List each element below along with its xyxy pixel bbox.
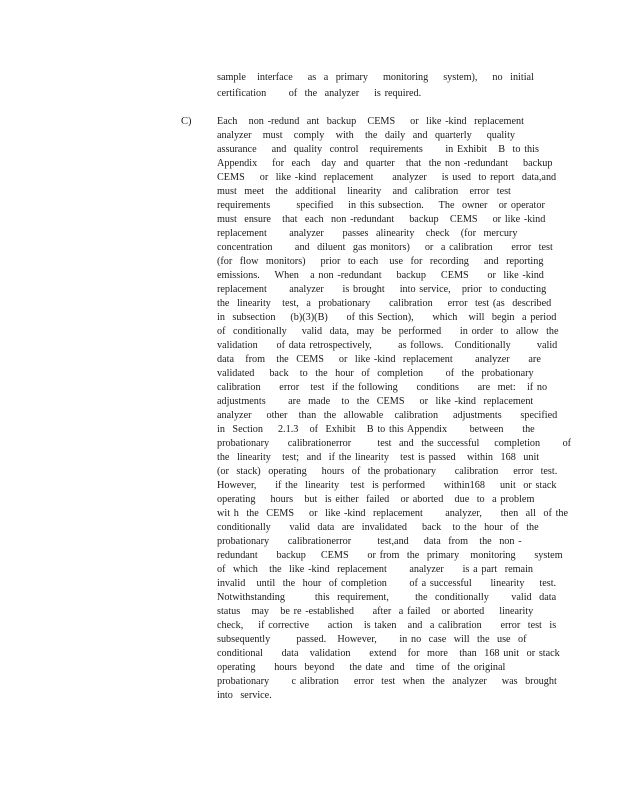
- paragraph-line: replacement analyzer passes alinearity check (for mercury: [217, 228, 518, 239]
- paragraph-line: the linearity test, a probationary calibration error test (as described: [217, 298, 552, 309]
- paragraph-line: replacement analyzer is brought into service, prior to conducting: [217, 284, 547, 295]
- paragraph-line: in subsection (b)(3)(B) of this Section), which will begin a period: [217, 312, 557, 323]
- paragraph-line: analyzer must comply with the daily and quarterly quality: [217, 130, 516, 141]
- paragraph-line: probationary calibrationerror test and the successful completion of: [217, 438, 572, 449]
- paragraph-line: redundant backup CEMS or from the primary monitoring system: [217, 550, 563, 561]
- paragraph-line: concentration and diluent gas monitors) or a calibration error test: [217, 242, 553, 253]
- paragraph-line: Appendix for each day and quarter that the non -redundant backup: [217, 158, 553, 169]
- paragraph-line: of which the like -kind replacement analyzer is a part remain: [217, 564, 533, 575]
- paragraph-line: assurance and quality control requirements in Exhibit B to this: [217, 144, 539, 155]
- paragraph-marker: C): [181, 116, 192, 127]
- paragraph-line: validation of data retrospectively, as follows. Conditionally valid: [217, 340, 558, 351]
- paragraph-line: calibration error test if the following conditions are met: if no: [217, 382, 548, 393]
- paragraph-line: probationary calibrationerror test,and data from the non -: [217, 536, 522, 547]
- paragraph-line: CEMS or like -kind replacement analyzer is used to report data,and: [217, 172, 557, 183]
- paragraph-line: must meet the additional linearity and calibration error test: [217, 186, 511, 197]
- paragraph-line: wit h the CEMS or like -kind replacement analyzer, then all of the: [217, 508, 569, 519]
- paragraph-line: conditional data validation extend for more than 168 unit or stack: [217, 648, 560, 659]
- paragraph-line: data from the CEMS or like -kind replacement analyzer are: [217, 354, 541, 365]
- paragraph-line: operating hours but is either failed or aborted due to a problem: [217, 494, 535, 505]
- paragraph-line: operating hours beyond the date and time of the original: [217, 662, 506, 673]
- paragraph-line: (or stack) operating hours of the probationary calibration error test.: [217, 466, 558, 477]
- paragraph-line: the linearity test; and if the linearity test is passed within 168 unit: [217, 452, 540, 463]
- paragraph-line: invalid until the hour of completion of a successful linearity test.: [217, 578, 557, 589]
- paragraph-line: Each non -redund ant backup CEMS or like -kind replacement: [217, 116, 524, 127]
- paragraph-line: subsequently passed. However, in no case will the use of: [217, 634, 527, 645]
- paragraph-line: must ensure that each non -redundant backup CEMS or like -kind: [217, 214, 546, 225]
- paragraph-line: check, if corrective action is taken and a calibration error test is: [217, 620, 557, 631]
- intro-line: certification of the analyzer is required.: [217, 88, 422, 99]
- paragraph-line: (for flow monitors) prior to each use for recording and reporting: [217, 256, 544, 267]
- paragraph-line: However, if the linearity test is performed within168 unit or stack: [217, 480, 557, 491]
- intro-line: sample interface as a primary monitoring system), no initial: [217, 72, 534, 83]
- paragraph-line: into service.: [217, 690, 272, 701]
- paragraph-line: probationary c alibration error test when the analyzer was brought: [217, 676, 557, 687]
- paragraph-line: analyzer other than the allowable calibration adjustments specified: [217, 410, 558, 421]
- paragraph-line: adjustments are made to the CEMS or like -kind replacement: [217, 396, 534, 407]
- paragraph-line: status may be re -established after a failed or aborted linearity: [217, 606, 534, 617]
- paragraph-line: emissions. When a non -redundant backup CEMS or like -kind: [217, 270, 544, 281]
- paragraph-line: conditionally valid data are invalidated back to the hour of the: [217, 522, 539, 533]
- paragraph-line: in Section 2.1.3 of Exhibit B to this Appendix between the: [217, 424, 535, 435]
- paragraph-line: requirements specified in this subsection. The owner or operator: [217, 200, 545, 211]
- paragraph-line: of conditionally valid data, may be performed in order to allow the: [217, 326, 559, 337]
- paragraph-line: Notwithstanding this requirement, the conditionally valid data: [217, 592, 557, 603]
- paragraph-line: validated back to the hour of completion of the probationary: [217, 368, 534, 379]
